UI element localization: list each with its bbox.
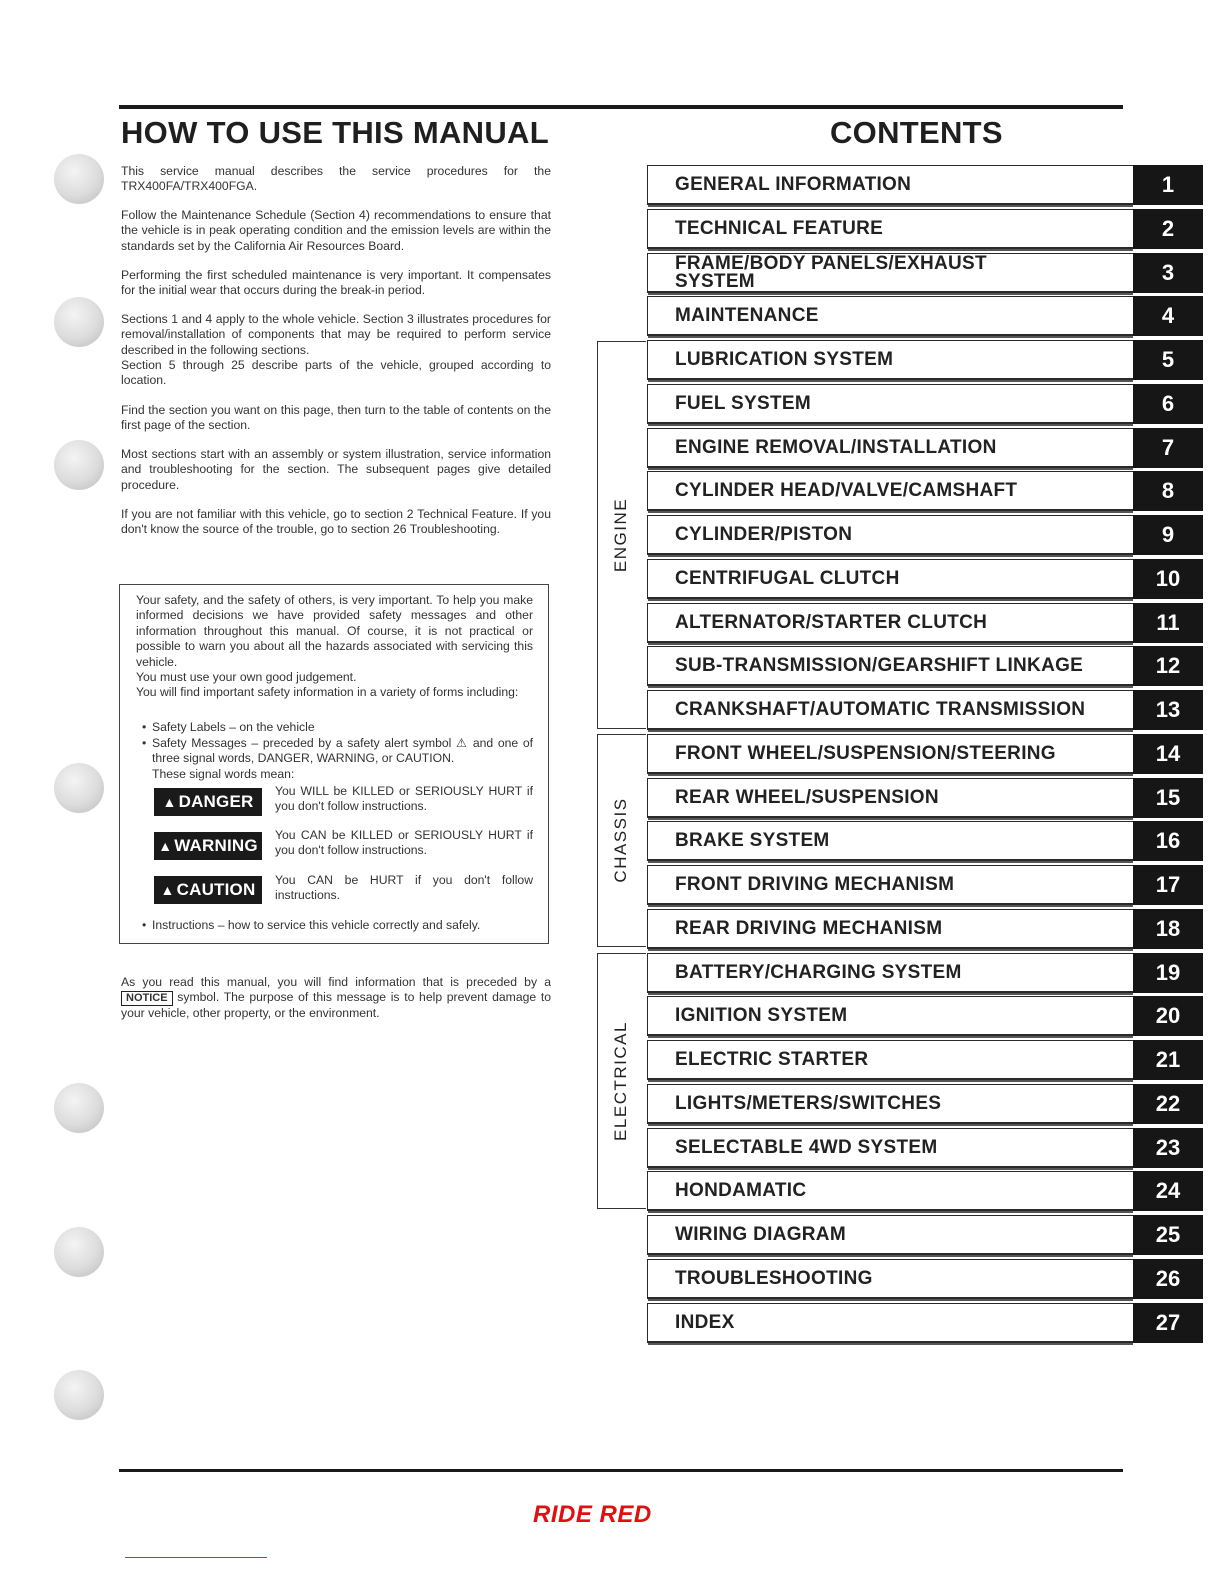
toc-row[interactable] xyxy=(647,1084,1133,1124)
toc-label-line: FRAME/BODY PANELS/EXHAUST xyxy=(675,252,987,274)
sections-location-paragraph: Section 5 through 25 describe parts of the vehicle, grouped according to location. xyxy=(121,358,551,388)
toc-label-line: SYSTEM xyxy=(675,270,755,292)
toc-row[interactable] xyxy=(647,428,1133,468)
toc-label xyxy=(675,1049,868,1071)
bottom-rule xyxy=(119,1469,1123,1472)
instructions-bullet: Instructions – how to service this vehicle correctly and safely. xyxy=(152,918,481,932)
toc-row[interactable] xyxy=(647,165,1133,205)
toc-section-number[interactable]: 5 xyxy=(1133,340,1203,380)
toc-row[interactable] xyxy=(647,471,1133,511)
toc-label-line: REAR WHEEL/SUSPENSION xyxy=(675,786,939,808)
alert-triangle-icon: ▲ xyxy=(158,838,173,854)
toc-section-number[interactable]: 13 xyxy=(1133,690,1203,730)
toc-label-line: GENERAL INFORMATION xyxy=(675,173,912,195)
toc-label xyxy=(675,918,942,940)
toc-label-line: BRAKE SYSTEM xyxy=(675,829,830,851)
toc-label-line: FRONT DRIVING MECHANISM xyxy=(675,873,955,895)
ride-red-logo: RIDE RED xyxy=(533,1501,652,1528)
find-section-paragraph: Find the section you want on this page, then turn to the table of contents on the first page of the section. xyxy=(121,403,551,433)
toc-section-number[interactable]: 14 xyxy=(1133,734,1203,774)
toc-label-line: TROUBLESHOOTING xyxy=(675,1267,873,1289)
toc-label-line: CRANKSHAFT/AUTOMATIC TRANSMISSION xyxy=(675,698,1086,720)
chassis-group-label: CHASSIS xyxy=(611,797,630,883)
toc-section-number[interactable]: 3 xyxy=(1133,253,1203,293)
toc-section-number[interactable]: 9 xyxy=(1133,515,1203,555)
toc-row[interactable] xyxy=(647,296,1133,336)
contents-title: CONTENTS xyxy=(830,115,1003,150)
binder-hole xyxy=(54,1370,104,1420)
toc-row[interactable] xyxy=(647,1171,1133,1211)
toc-section-number[interactable]: 18 xyxy=(1133,909,1203,949)
toc-label-line: HONDAMATIC xyxy=(675,1179,807,1201)
footer-underline xyxy=(125,1557,267,1558)
toc-row[interactable] xyxy=(647,1303,1133,1343)
toc-label-line: INDEX xyxy=(675,1311,735,1333)
toc-label xyxy=(675,1268,873,1290)
toc-label xyxy=(675,1312,735,1334)
toc-row[interactable] xyxy=(647,953,1133,993)
top-rule xyxy=(119,105,1123,109)
signal-words-mean: These signal words mean: xyxy=(152,767,295,781)
toc-label xyxy=(675,568,900,590)
binder-hole xyxy=(54,297,104,347)
safety-messages-bullet: Safety Messages – preceded by a safety alert symbol ⚠ and one of three signal words, DANGER, WARNING, or CAUTION. xyxy=(152,736,533,766)
toc-section-number[interactable]: 22 xyxy=(1133,1084,1203,1124)
toc-label-line: LIGHTS/METERS/SWITCHES xyxy=(675,1092,942,1114)
alert-triangle-icon: ▲ xyxy=(162,794,177,810)
first-maintenance-paragraph: Performing the first scheduled maintenance is very important. It compensates for the initial wear that occurs during the break-in period. xyxy=(121,268,551,298)
alert-triangle-icon: ▲ xyxy=(160,882,175,898)
toc-section-number[interactable]: 20 xyxy=(1133,996,1203,1036)
toc-row[interactable] xyxy=(647,340,1133,380)
toc-label xyxy=(675,655,1083,677)
notice-badge: NOTICE xyxy=(121,991,173,1006)
toc-label-line: ELECTRIC STARTER xyxy=(675,1048,869,1070)
toc-section-number[interactable]: 19 xyxy=(1133,953,1203,993)
toc-section-number[interactable]: 21 xyxy=(1133,1040,1203,1080)
caution-text: You CAN be HURT if you don't follow instructions. xyxy=(275,873,533,903)
toc-row[interactable] xyxy=(647,646,1133,686)
toc-section-number[interactable]: 26 xyxy=(1133,1259,1203,1299)
toc-label xyxy=(675,743,1056,765)
toc-label xyxy=(675,830,830,852)
toc-row[interactable] xyxy=(647,1128,1133,1168)
warning-text: You CAN be KILLED or SERIOUSLY HURT if you don't follow instructions. xyxy=(275,828,533,858)
toc-row[interactable] xyxy=(647,384,1133,424)
binder-hole xyxy=(54,440,104,490)
toc-section-number[interactable]: 6 xyxy=(1133,384,1203,424)
toc-label xyxy=(675,874,954,896)
toc-section-number[interactable]: 27 xyxy=(1133,1303,1203,1343)
binder-hole xyxy=(54,1227,104,1277)
safety-intro: Your safety, and the safety of others, is very important. To help you make informed decisions we have provided safety messages and other information throughout this manual. Of course, it is not practical or possible to warn you about all the hazards associated with servicing this vehicle. xyxy=(136,593,533,669)
toc-label xyxy=(675,1137,937,1159)
toc-section-number[interactable]: 15 xyxy=(1133,778,1203,818)
toc-row[interactable] xyxy=(647,253,1133,293)
toc-section-number[interactable]: 11 xyxy=(1133,603,1203,643)
toc-label xyxy=(675,349,893,371)
toc-section-number[interactable]: 23 xyxy=(1133,1128,1203,1168)
toc-section-number[interactable]: 2 xyxy=(1133,209,1203,249)
binder-hole xyxy=(54,763,104,813)
binder-hole xyxy=(54,1083,104,1133)
toc-row[interactable] xyxy=(647,603,1133,643)
electrical-group-label: ELECTRICAL xyxy=(611,1021,630,1141)
toc-row[interactable] xyxy=(647,778,1133,818)
toc-label xyxy=(675,612,987,634)
toc-label xyxy=(675,252,987,292)
toc-label xyxy=(675,1005,847,1027)
toc-row[interactable] xyxy=(647,821,1133,861)
toc-row[interactable] xyxy=(647,1215,1133,1255)
toc-label-line: TECHNICAL FEATURE xyxy=(675,217,884,239)
toc-section-number[interactable]: 17 xyxy=(1133,865,1203,905)
toc-row[interactable] xyxy=(647,734,1133,774)
toc-section-number[interactable]: 4 xyxy=(1133,296,1203,336)
toc-row[interactable] xyxy=(647,1040,1133,1080)
toc-label xyxy=(675,699,1085,721)
binder-hole xyxy=(54,154,104,204)
toc-section-number[interactable]: 7 xyxy=(1133,428,1203,468)
toc-label-line: CYLINDER/PISTON xyxy=(675,523,853,545)
toc-label-line: MAINTENANCE xyxy=(675,304,819,326)
toc-label-line: ALTERNATOR/STARTER CLUTCH xyxy=(675,611,988,633)
danger-text: You WILL be KILLED or SERIOUSLY HURT if you don't follow instructions. xyxy=(275,784,533,814)
caution-badge: ▲ CAUTION xyxy=(154,876,262,904)
toc-row[interactable] xyxy=(647,559,1133,599)
danger-badge: ▲ DANGER xyxy=(154,788,262,816)
toc-row[interactable] xyxy=(647,996,1133,1036)
bullet-dot: • xyxy=(142,720,147,734)
warning-badge: ▲ WARNING xyxy=(154,832,262,860)
toc-row[interactable] xyxy=(647,209,1133,249)
toc-label-line: FRONT WHEEL/SUSPENSION/STEERING xyxy=(675,742,1056,764)
safety-labels-bullet: Safety Labels – on the vehicle xyxy=(152,720,315,734)
toc-label-line: WIRING DIAGRAM xyxy=(675,1223,846,1245)
toc-row[interactable] xyxy=(647,515,1133,555)
toc-label xyxy=(675,480,1017,502)
toc-label xyxy=(675,524,852,546)
toc-section-number[interactable]: 8 xyxy=(1133,471,1203,511)
toc-label-line: BATTERY/CHARGING SYSTEM xyxy=(675,961,962,983)
safety-box xyxy=(119,584,549,944)
toc-label-line: REAR DRIVING MECHANISM xyxy=(675,917,943,939)
engine-group-label: ENGINE xyxy=(611,497,630,573)
toc-label-line: LUBRICATION SYSTEM xyxy=(675,348,894,370)
toc-label xyxy=(675,437,997,459)
toc-label-line: SUB-TRANSMISSION/GEARSHIFT LINKAGE xyxy=(675,654,1084,676)
toc-section-number[interactable]: 10 xyxy=(1133,559,1203,599)
toc-label-line: SELECTABLE 4WD SYSTEM xyxy=(675,1136,938,1158)
toc-label xyxy=(675,218,883,240)
page-title: HOW TO USE THIS MANUAL xyxy=(121,115,549,150)
toc-label xyxy=(675,1224,846,1246)
bullet-dot: • xyxy=(142,736,147,750)
toc-row[interactable] xyxy=(647,690,1133,730)
intro-paragraph: This service manual describes the service procedures for the TRX400FA/TRX400FGA. xyxy=(121,164,551,194)
toc-section-number[interactable]: 12 xyxy=(1133,646,1203,686)
sections-paragraph: Sections 1 and 4 apply to the whole vehicle. Section 3 illustrates procedures for removal/installation of components that may be required to perform service described in the following sections. xyxy=(121,312,551,357)
toc-label xyxy=(675,962,962,984)
toc-section-number[interactable]: 16 xyxy=(1133,821,1203,861)
toc-label xyxy=(675,174,911,196)
toc-label-line: CENTRIFUGAL CLUTCH xyxy=(675,567,900,589)
notice-paragraph: As you read this manual, you will find information that is preceded by a NOTICE symbol. The purpose of this message is to help prevent damage to your vehicle, other property, or the environment. xyxy=(121,975,551,1021)
toc-label xyxy=(675,1093,941,1115)
toc-section-number[interactable]: 24 xyxy=(1133,1171,1203,1211)
safety-judgement: You must use your own good judgement. xyxy=(136,670,357,684)
toc-row[interactable] xyxy=(647,909,1133,949)
safety-find: You will find important safety information in a variety of forms including: xyxy=(136,685,519,699)
toc-label-line: IGNITION SYSTEM xyxy=(675,1004,848,1026)
section-structure-paragraph: Most sections start with an assembly or system illustration, service information and troubleshooting for the section. The subsequent pages give detailed procedure. xyxy=(121,447,551,492)
bullet-dot: • xyxy=(142,918,147,932)
toc-label xyxy=(675,787,939,809)
toc-row[interactable] xyxy=(647,865,1133,905)
toc-label xyxy=(675,393,811,415)
toc-section-number[interactable]: 1 xyxy=(1133,165,1203,205)
toc-label xyxy=(675,305,819,327)
toc-label-line: CYLINDER HEAD/VALVE/CAMSHAFT xyxy=(675,479,1018,501)
toc-label-line: ENGINE REMOVAL/INSTALLATION xyxy=(675,436,997,458)
toc-row[interactable] xyxy=(647,1259,1133,1299)
toc-label xyxy=(675,1180,806,1202)
toc-label-line: FUEL SYSTEM xyxy=(675,392,811,414)
familiar-paragraph: If you are not familiar with this vehicle, go to section 2 Technical Feature. If you don't know the source of the trouble, go to section 26 Troubleshooting. xyxy=(121,507,551,537)
toc-section-number[interactable]: 25 xyxy=(1133,1215,1203,1255)
maintenance-paragraph: Follow the Maintenance Schedule (Section 4) recommendations to ensure that the vehicle is in peak operating condition and the emission levels are within the standards set by the California Air Resources Board. xyxy=(121,208,551,253)
